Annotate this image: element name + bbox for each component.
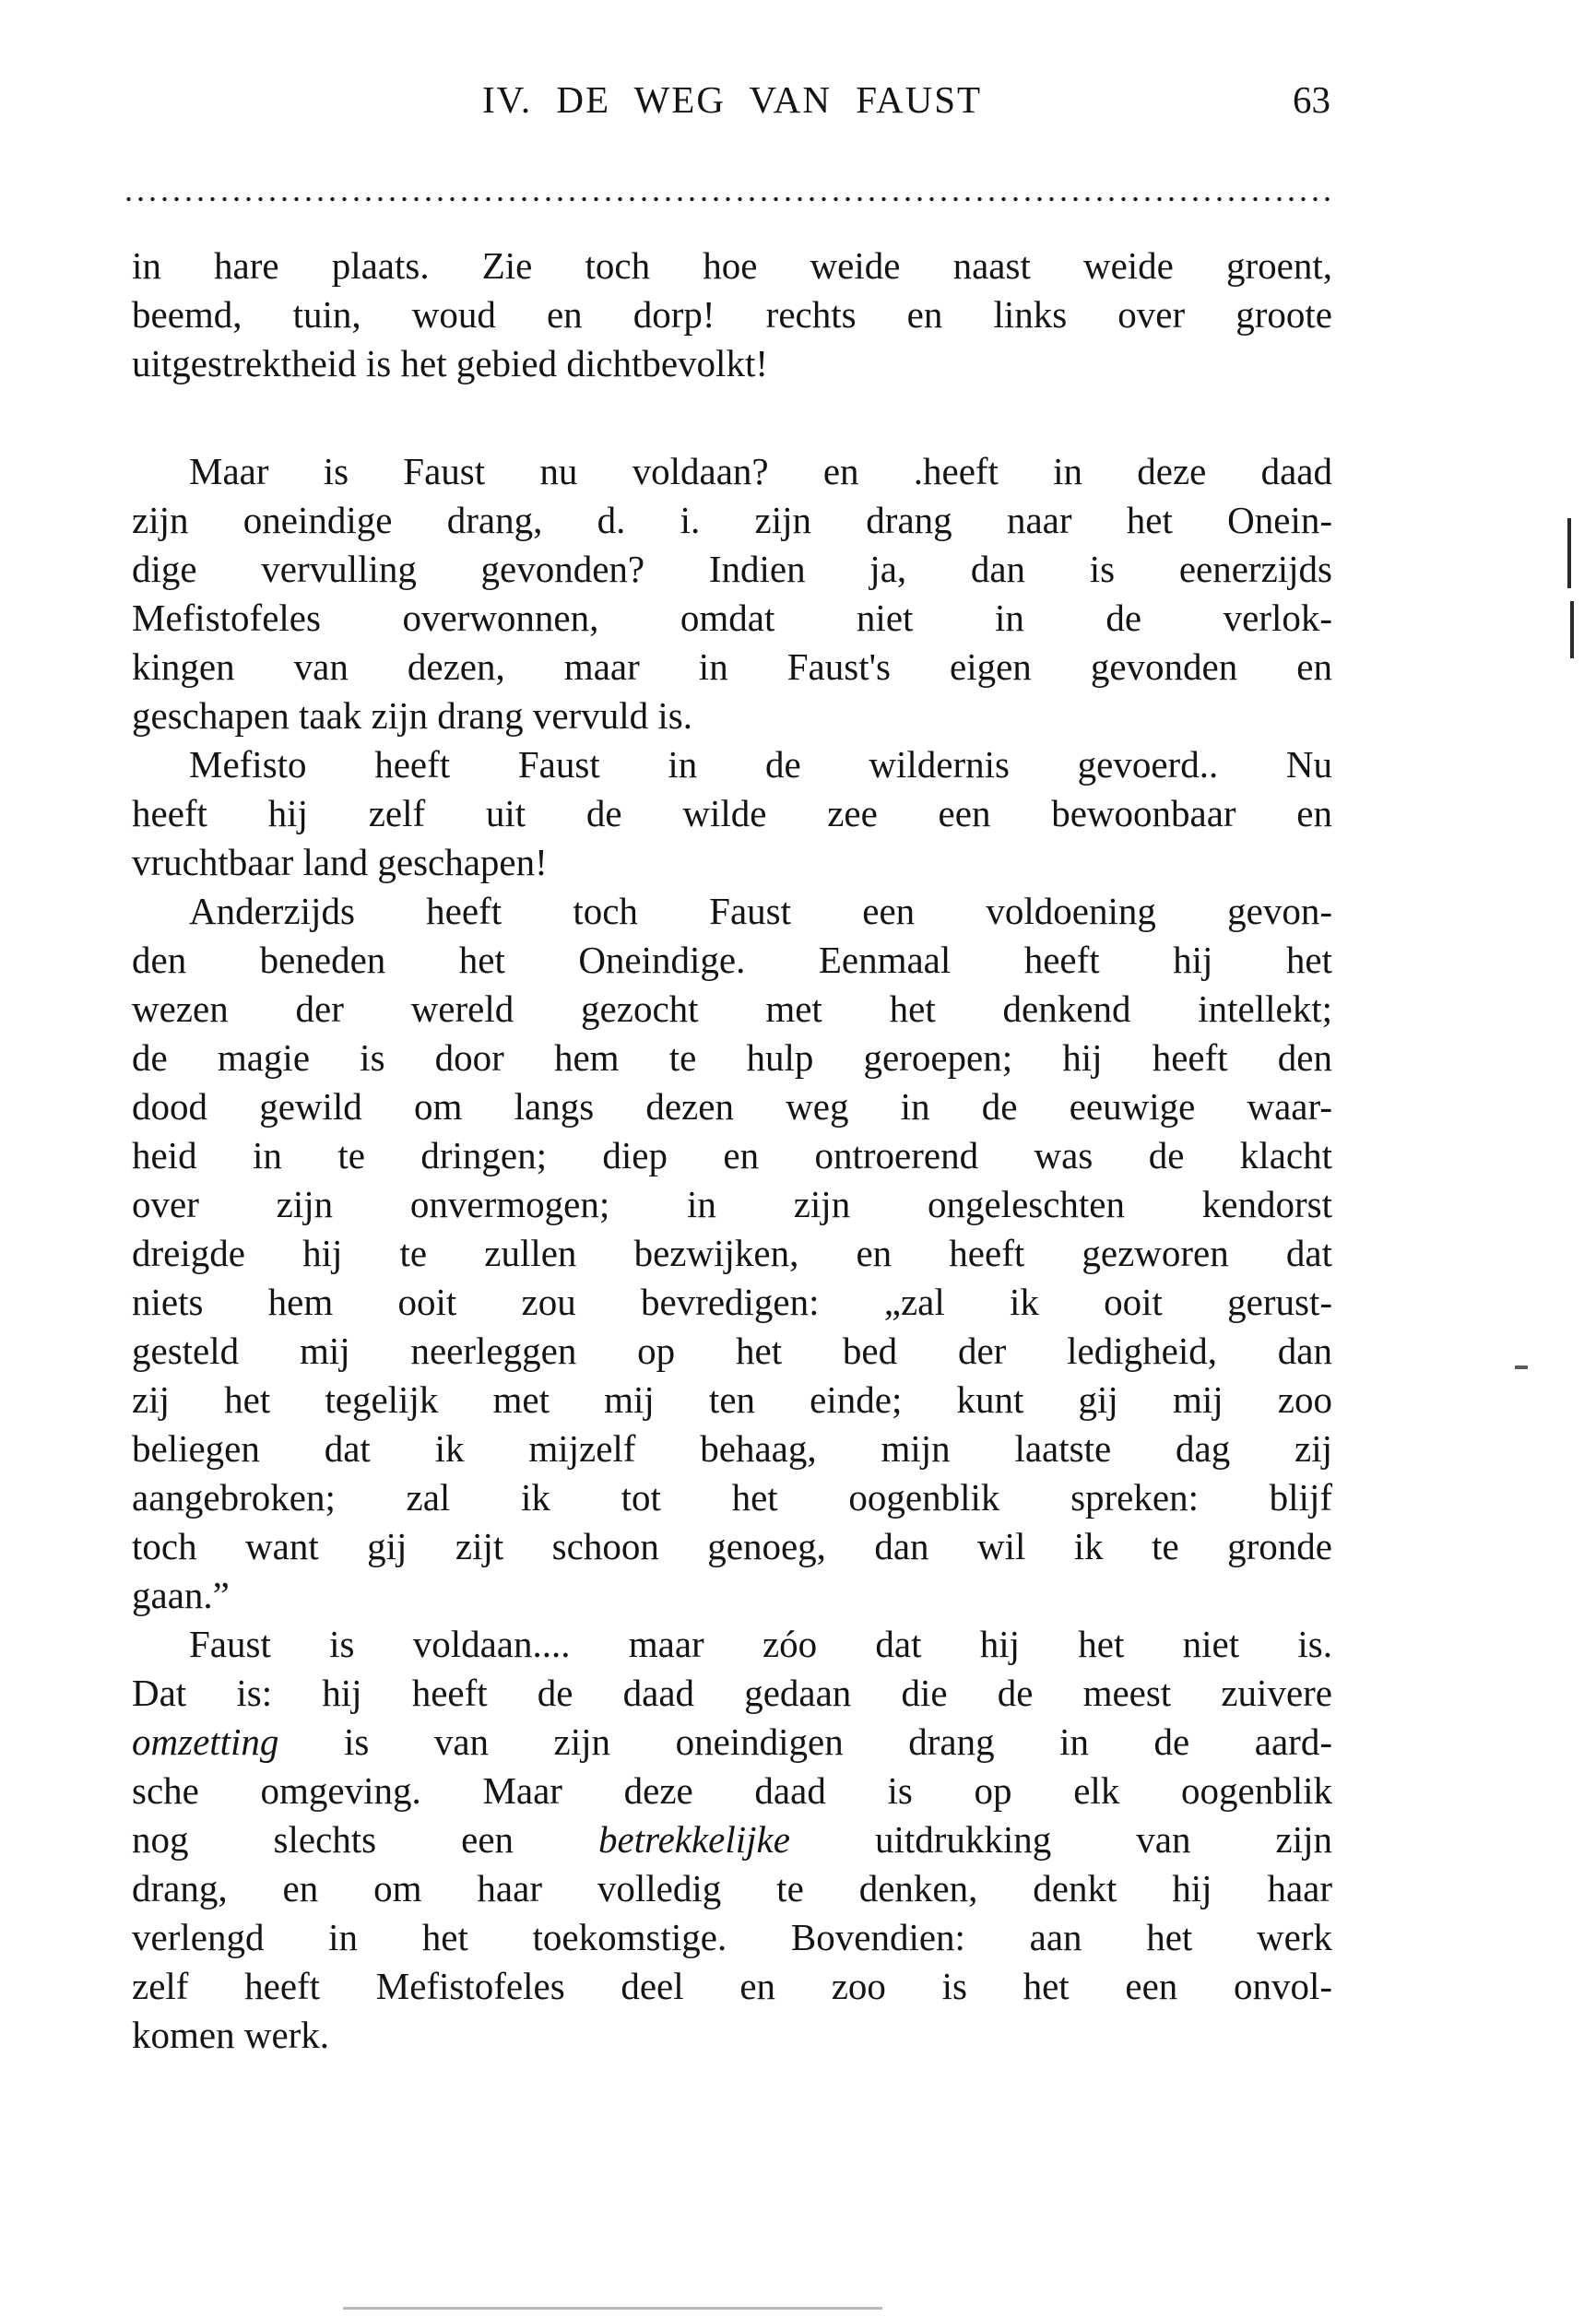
text-segment: Mefisto heeft Faust in de wildernis gevoerd.. Nu — [189, 743, 1332, 786]
text-line — [132, 1278, 1332, 1327]
text-line — [132, 594, 1332, 643]
text-segment: den beneden het Oneindige. Eenmaal heeft hij het — [132, 939, 1332, 981]
text-segment: Faust is voldaan.... maar zóo dat hij het niet is. — [189, 1623, 1332, 1665]
text-line — [132, 985, 1332, 1034]
text-line — [132, 1180, 1332, 1229]
text-segment: dige vervulling gevonden? Indien ja, dan is eenerzijds — [132, 548, 1332, 590]
text-line — [132, 1522, 1332, 1571]
text-segment: verlengd in het toekomstige. Bovendien: aan het werk — [132, 1916, 1332, 1958]
text-segment: heeft hij zelf uit de wilde zee een bewoonbaar en — [132, 792, 1332, 834]
margin-scan-mark — [1567, 518, 1571, 588]
emphasized-text: betrekkelijke — [598, 1818, 790, 1861]
text-line — [132, 447, 1332, 496]
paragraph — [132, 242, 1332, 388]
page-header — [132, 77, 1332, 124]
text-segment: over zijn onvermogen; in zijn ongeleschten kendorst — [132, 1183, 1332, 1225]
text-line — [132, 496, 1332, 545]
text-line — [132, 692, 1332, 740]
text-segment: gaan.” — [132, 1574, 230, 1616]
text-segment: beemd, tuin, woud en dorp! rechts en links over groote — [132, 293, 1332, 336]
margin-scan-mark — [1570, 601, 1574, 658]
paragraph — [132, 447, 1332, 740]
text-line — [132, 1913, 1332, 1962]
text-line — [132, 789, 1332, 838]
text-line — [132, 1131, 1332, 1180]
text-line — [132, 887, 1332, 936]
text-line — [132, 1962, 1332, 2011]
text-segment: uitgestrektheid is het gebied dichtbevolkt! — [132, 342, 768, 384]
text-segment: aangebroken; zal ik tot het oogenblik spreken: blijf — [132, 1476, 1332, 1519]
text-segment: dreigde hij te zullen bezwijken, en heeft gezworen dat — [132, 1232, 1332, 1274]
text-line — [132, 838, 1332, 887]
paragraph — [132, 887, 1332, 1620]
text-segment: uitdrukking van zijn — [789, 1818, 1332, 1861]
text-line — [132, 1327, 1332, 1376]
text-segment: nog slechts een — [132, 1818, 599, 1861]
page-body — [132, 242, 1332, 2060]
text-segment: sche omgeving. Maar deze daad is op elk oogenblik — [132, 1769, 1332, 1812]
chapter-title: IV. DE WEG VAN FAUST — [481, 78, 983, 121]
paragraph — [132, 1620, 1332, 2060]
text-segment: Maar is Faust nu voldaan? en .heeft in deze daad — [189, 450, 1332, 492]
text-line — [132, 1718, 1332, 1767]
text-line — [132, 1229, 1332, 1278]
text-line — [132, 740, 1332, 789]
text-line — [132, 290, 1332, 339]
text-segment: kingen van dezen, maar in Faust's eigen gevonden en — [132, 645, 1332, 688]
text-segment: geschapen taak zijn drang vervuld is. — [132, 694, 692, 737]
text-segment: heid in te dringen; diep en ontroerend was de klacht — [132, 1134, 1332, 1176]
text-segment: zijn oneindige drang, d. i. zijn drang naar het Onein- — [132, 499, 1332, 541]
text-line — [132, 1815, 1332, 1864]
text-line — [132, 1864, 1332, 1913]
margin-scan-mark — [1515, 1365, 1528, 1369]
dotted-divider — [126, 196, 1336, 202]
text-segment: toch want gij zijt schoon genoeg, dan wil ik te gronde — [132, 1525, 1332, 1567]
text-segment: Mefistofeles overwonnen, omdat niet in de verlok- — [132, 597, 1332, 639]
text-segment: drang, en om haar volledig te denken, denkt hij haar — [132, 1867, 1332, 1909]
text-line — [132, 1473, 1332, 1522]
text-segment: gesteld mij neerleggen op het bed der ledigheid, dan — [132, 1330, 1332, 1372]
text-segment: is van zijn oneindigen drang in de aard- — [278, 1720, 1332, 1763]
text-line — [132, 339, 1332, 388]
text-line — [132, 1034, 1332, 1082]
text-segment: in hare plaats. Zie toch hoe weide naast weide groent, — [132, 244, 1332, 287]
text-line — [132, 1424, 1332, 1473]
text-segment: de magie is door hem te hulp geroepen; hij heeft den — [132, 1036, 1332, 1079]
text-line — [132, 1082, 1332, 1131]
text-segment: zelf heeft Mefistofeles deel en zoo is het een onvol- — [132, 1965, 1332, 2007]
text-segment: Anderzijds heeft toch Faust een voldoening gevon- — [189, 890, 1332, 932]
text-segment: zij het tegelijk met mij ten einde; kunt gij mij zoo — [132, 1378, 1332, 1421]
text-segment: Dat is: hij heeft de daad gedaan die de meest zuivere — [132, 1672, 1332, 1714]
text-segment: beliegen dat ik mijzelf behaag, mijn laatste dag zij — [132, 1427, 1332, 1470]
text-segment: wezen der wereld gezocht met het denkend intellekt; — [132, 987, 1332, 1030]
text-line — [132, 242, 1332, 290]
text-segment: dood gewild om langs dezen weg in de eeuwige waar- — [132, 1085, 1332, 1128]
text-line — [132, 1571, 1332, 1620]
text-segment: niets hem ooit zou bevredigen: „zal ik ooit gerust- — [132, 1281, 1332, 1323]
text-line — [132, 643, 1332, 692]
text-segment: vruchtbaar land geschapen! — [132, 841, 548, 883]
emphasized-text: omzetting — [132, 1720, 279, 1763]
text-line — [132, 1669, 1332, 1718]
scan-edge-artifact — [343, 2307, 882, 2310]
text-line — [132, 2011, 1332, 2060]
paragraph — [132, 740, 1332, 887]
text-line — [132, 545, 1332, 594]
text-line — [132, 1376, 1332, 1424]
page-number: 63 — [1293, 78, 1330, 121]
text-line — [132, 936, 1332, 985]
text-segment: komen werk. — [132, 2014, 330, 2056]
text-line — [132, 1767, 1332, 1815]
text-line — [132, 1620, 1332, 1669]
